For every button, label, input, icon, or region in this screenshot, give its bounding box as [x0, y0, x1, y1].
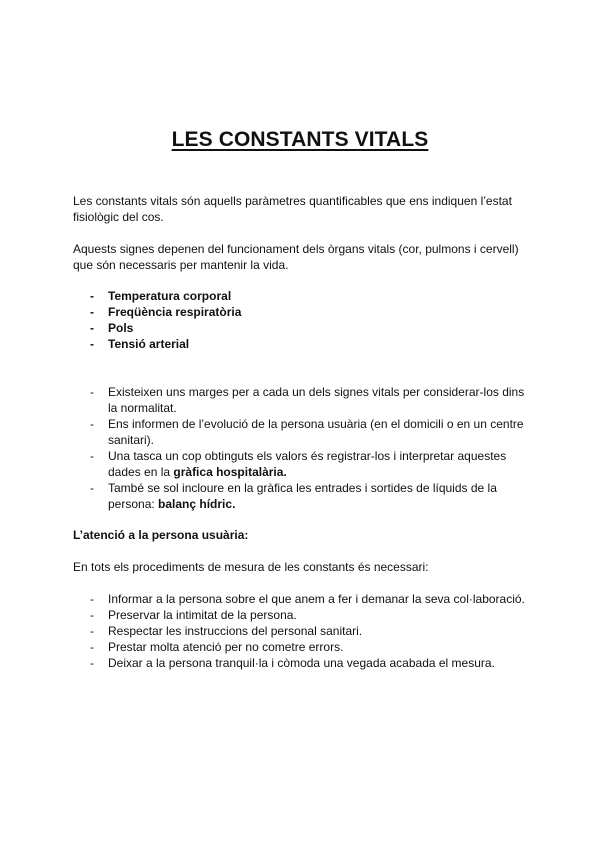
- list-item: [73, 288, 533, 304]
- list-item: [73, 639, 533, 655]
- note-text: Una tasca un cop obtinguts els valors és registrar-los i interpretar aquestes dades en la: [108, 449, 507, 479]
- dash-bullet: -: [90, 640, 94, 654]
- note-bold-term: balanç hídric.: [158, 497, 236, 511]
- intro-paragraph-2: [73, 241, 533, 273]
- dash-bullet: -: [90, 289, 94, 303]
- list-item: [73, 416, 533, 448]
- note-bold-term: gràfica hospitalària.: [173, 465, 287, 479]
- list-item: [73, 448, 533, 480]
- dash-bullet: -: [90, 337, 94, 351]
- list-item: [73, 384, 533, 416]
- intro-text-1: Les constants vitals són aquells paràmetres quantificables que ens indiquen l’estat fisiològic del cos.: [73, 194, 512, 224]
- dash-bullet: -: [90, 481, 94, 495]
- sign-label: Pols: [108, 321, 134, 335]
- sign-label: Freqüència respiratòria: [108, 305, 242, 319]
- sign-label: Tensió arterial: [108, 337, 190, 351]
- care-step-text: Respectar les instruccions del personal sanitari.: [108, 624, 363, 638]
- list-item: [73, 304, 533, 320]
- list-item: [73, 607, 533, 623]
- sign-label: Temperatura corporal: [108, 289, 232, 303]
- dash-bullet: -: [90, 656, 94, 670]
- list-item: [73, 623, 533, 639]
- note-text: Ens informen de l’evolució de la persona usuària (en el domicili o en un centre sanitari).: [108, 417, 524, 447]
- list-item: [73, 320, 533, 336]
- care-step-text: Preservar la intimitat de la persona.: [108, 608, 297, 622]
- care-intro-text: En tots els procediments de mesura de les constants és necessari:: [73, 560, 429, 574]
- list-item: [73, 591, 533, 607]
- dash-bullet: -: [90, 417, 94, 431]
- dash-bullet: -: [90, 592, 94, 606]
- dash-bullet: -: [90, 449, 94, 463]
- care-intro-block: [73, 559, 533, 575]
- dash-bullet: -: [90, 608, 94, 622]
- intro-paragraph-1: [73, 193, 533, 225]
- notes-list: [73, 384, 533, 512]
- intro-text-2: Aquests signes depenen del funcionament dels òrgans vitals (cor, pulmons i cervell) que són necessaris per mantenir la vida.: [73, 242, 519, 272]
- dash-bullet: -: [90, 385, 94, 399]
- vital-signs-list: [73, 288, 533, 352]
- list-item: [73, 480, 533, 512]
- section-heading: L’atenció a la persona usuària:: [73, 528, 249, 542]
- note-text: També se sol incloure en la gràfica les entrades i sortides de líquids de la persona:: [108, 481, 497, 511]
- dash-bullet: -: [90, 305, 94, 319]
- care-step-text: Deixar a la persona tranquil·la i còmoda una vegada acabada el mesura.: [108, 656, 495, 670]
- dash-bullet: -: [90, 321, 94, 335]
- care-steps-list: [73, 591, 533, 671]
- care-step-text: Informar a la persona sobre el que anem a fer i demanar la seva col·laboració.: [108, 592, 525, 606]
- care-step-text: Prestar molta atenció per no cometre errors.: [108, 640, 344, 654]
- list-item: [73, 336, 533, 352]
- care-heading-block: [73, 527, 533, 543]
- dash-bullet: -: [90, 624, 94, 638]
- note-text: Existeixen uns marges per a cada un dels signes vitals per considerar-los dins la normalitat.: [108, 385, 525, 415]
- page-title: LES CONSTANTS VITALS: [171, 128, 429, 151]
- list-item: [73, 655, 533, 671]
